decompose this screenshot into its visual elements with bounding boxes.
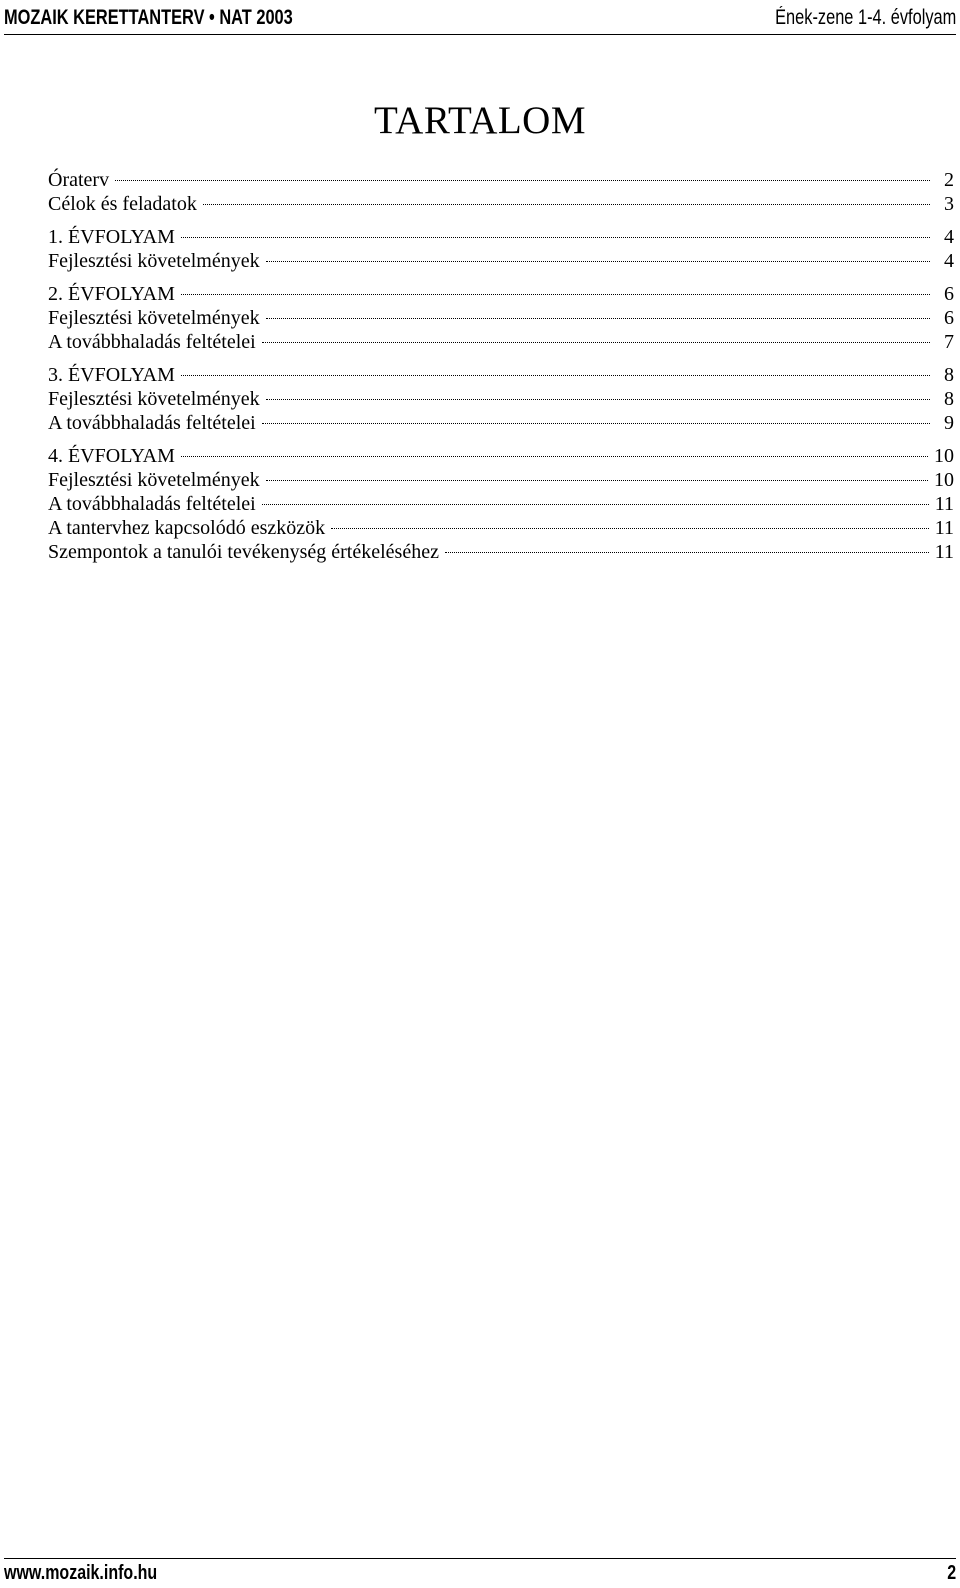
dot-leader [262,423,930,424]
toc-entry[interactable] [48,387,954,411]
dot-leader [181,237,930,238]
toc-entry[interactable] [48,306,954,330]
page-number: 2 [947,1562,956,1584]
toc-entry[interactable] [48,249,954,273]
page-title: TARTALOM [373,99,587,142]
dot-leader [115,180,930,181]
dot-leader [181,456,928,457]
toc-entry-page: 6 [944,307,954,329]
toc-entry-title: A továbbhaladás feltételei [48,412,256,434]
toc-entry[interactable] [48,444,954,468]
dot-leader [266,399,930,400]
toc-entry-page: 7 [944,331,954,353]
toc-group [48,282,954,354]
toc-group [48,168,954,216]
toc-entry[interactable] [48,225,954,249]
toc-entry[interactable] [48,411,954,435]
toc-entry-page: 8 [944,388,954,410]
toc-entry-title: Célok és feladatok [48,193,197,215]
toc-entry[interactable] [48,468,954,492]
dot-leader [266,318,930,319]
toc-entry-title: Fejlesztési követelmények [48,388,260,410]
dot-leader [181,294,930,295]
toc-entry-page: 11 [934,517,954,539]
toc-entry[interactable] [48,192,954,216]
toc-entry-title: 1. ÉVFOLYAM [48,226,175,248]
toc-entry[interactable] [48,168,954,192]
toc-entry-title: A tantervhez kapcsolódó eszközök [48,517,326,539]
dot-leader [445,552,929,553]
toc-entry-title: A továbbhaladás feltételei [48,493,256,515]
toc-entry-title: Óraterv [48,169,110,191]
toc-entry-page: 2 [944,169,954,191]
dot-leader [181,375,930,376]
table-of-contents [48,168,954,573]
dot-leader [331,528,929,529]
header-subject: Ének-zene 1-4. évfolyam [774,6,956,29]
toc-entry-title: Fejlesztési követelmények [48,307,260,329]
page-footer [4,1558,956,1585]
page-header [4,4,956,35]
toc-entry-title: Fejlesztési követelmények [48,250,260,272]
toc-entry-page: 10 [934,469,954,491]
toc-entry[interactable] [48,540,954,564]
toc-entry-title: 3. ÉVFOLYAM [48,364,175,386]
toc-entry-title: A továbbhaladás feltételei [48,331,256,353]
toc-entry[interactable] [48,282,954,306]
toc-entry[interactable] [48,363,954,387]
toc-entry-title: Fejlesztési követelmények [48,469,260,491]
toc-entry-title: 2. ÉVFOLYAM [48,283,175,305]
dot-leader [262,342,930,343]
toc-entry[interactable] [48,330,954,354]
toc-entry-page: 4 [944,250,954,272]
dot-leader [266,261,930,262]
toc-entry-page: 11 [934,541,954,563]
toc-entry-page: 9 [944,412,954,434]
toc-entry-page: 11 [934,493,954,515]
toc-group [48,225,954,273]
dot-leader [262,504,929,505]
dot-leader [203,204,930,205]
toc-entry-page: 3 [944,193,954,215]
toc-entry-page: 8 [944,364,954,386]
toc-entry-page: 4 [944,226,954,248]
footer-website-link[interactable]: www.mozaik.info.hu [4,1562,158,1584]
toc-group [48,444,954,564]
dot-leader [266,480,928,481]
toc-group [48,363,954,435]
toc-entry[interactable] [48,492,954,516]
toc-entry[interactable] [48,516,954,540]
toc-entry-title: 4. ÉVFOLYAM [48,445,175,467]
toc-entry-page: 10 [934,445,954,467]
toc-entry-page: 6 [944,283,954,305]
header-series-title: MOZAIK KERETTANTERV • NAT 2003 [4,6,293,29]
toc-entry-title: Szempontok a tanulói tevékenység értékeléséhez [48,541,439,563]
